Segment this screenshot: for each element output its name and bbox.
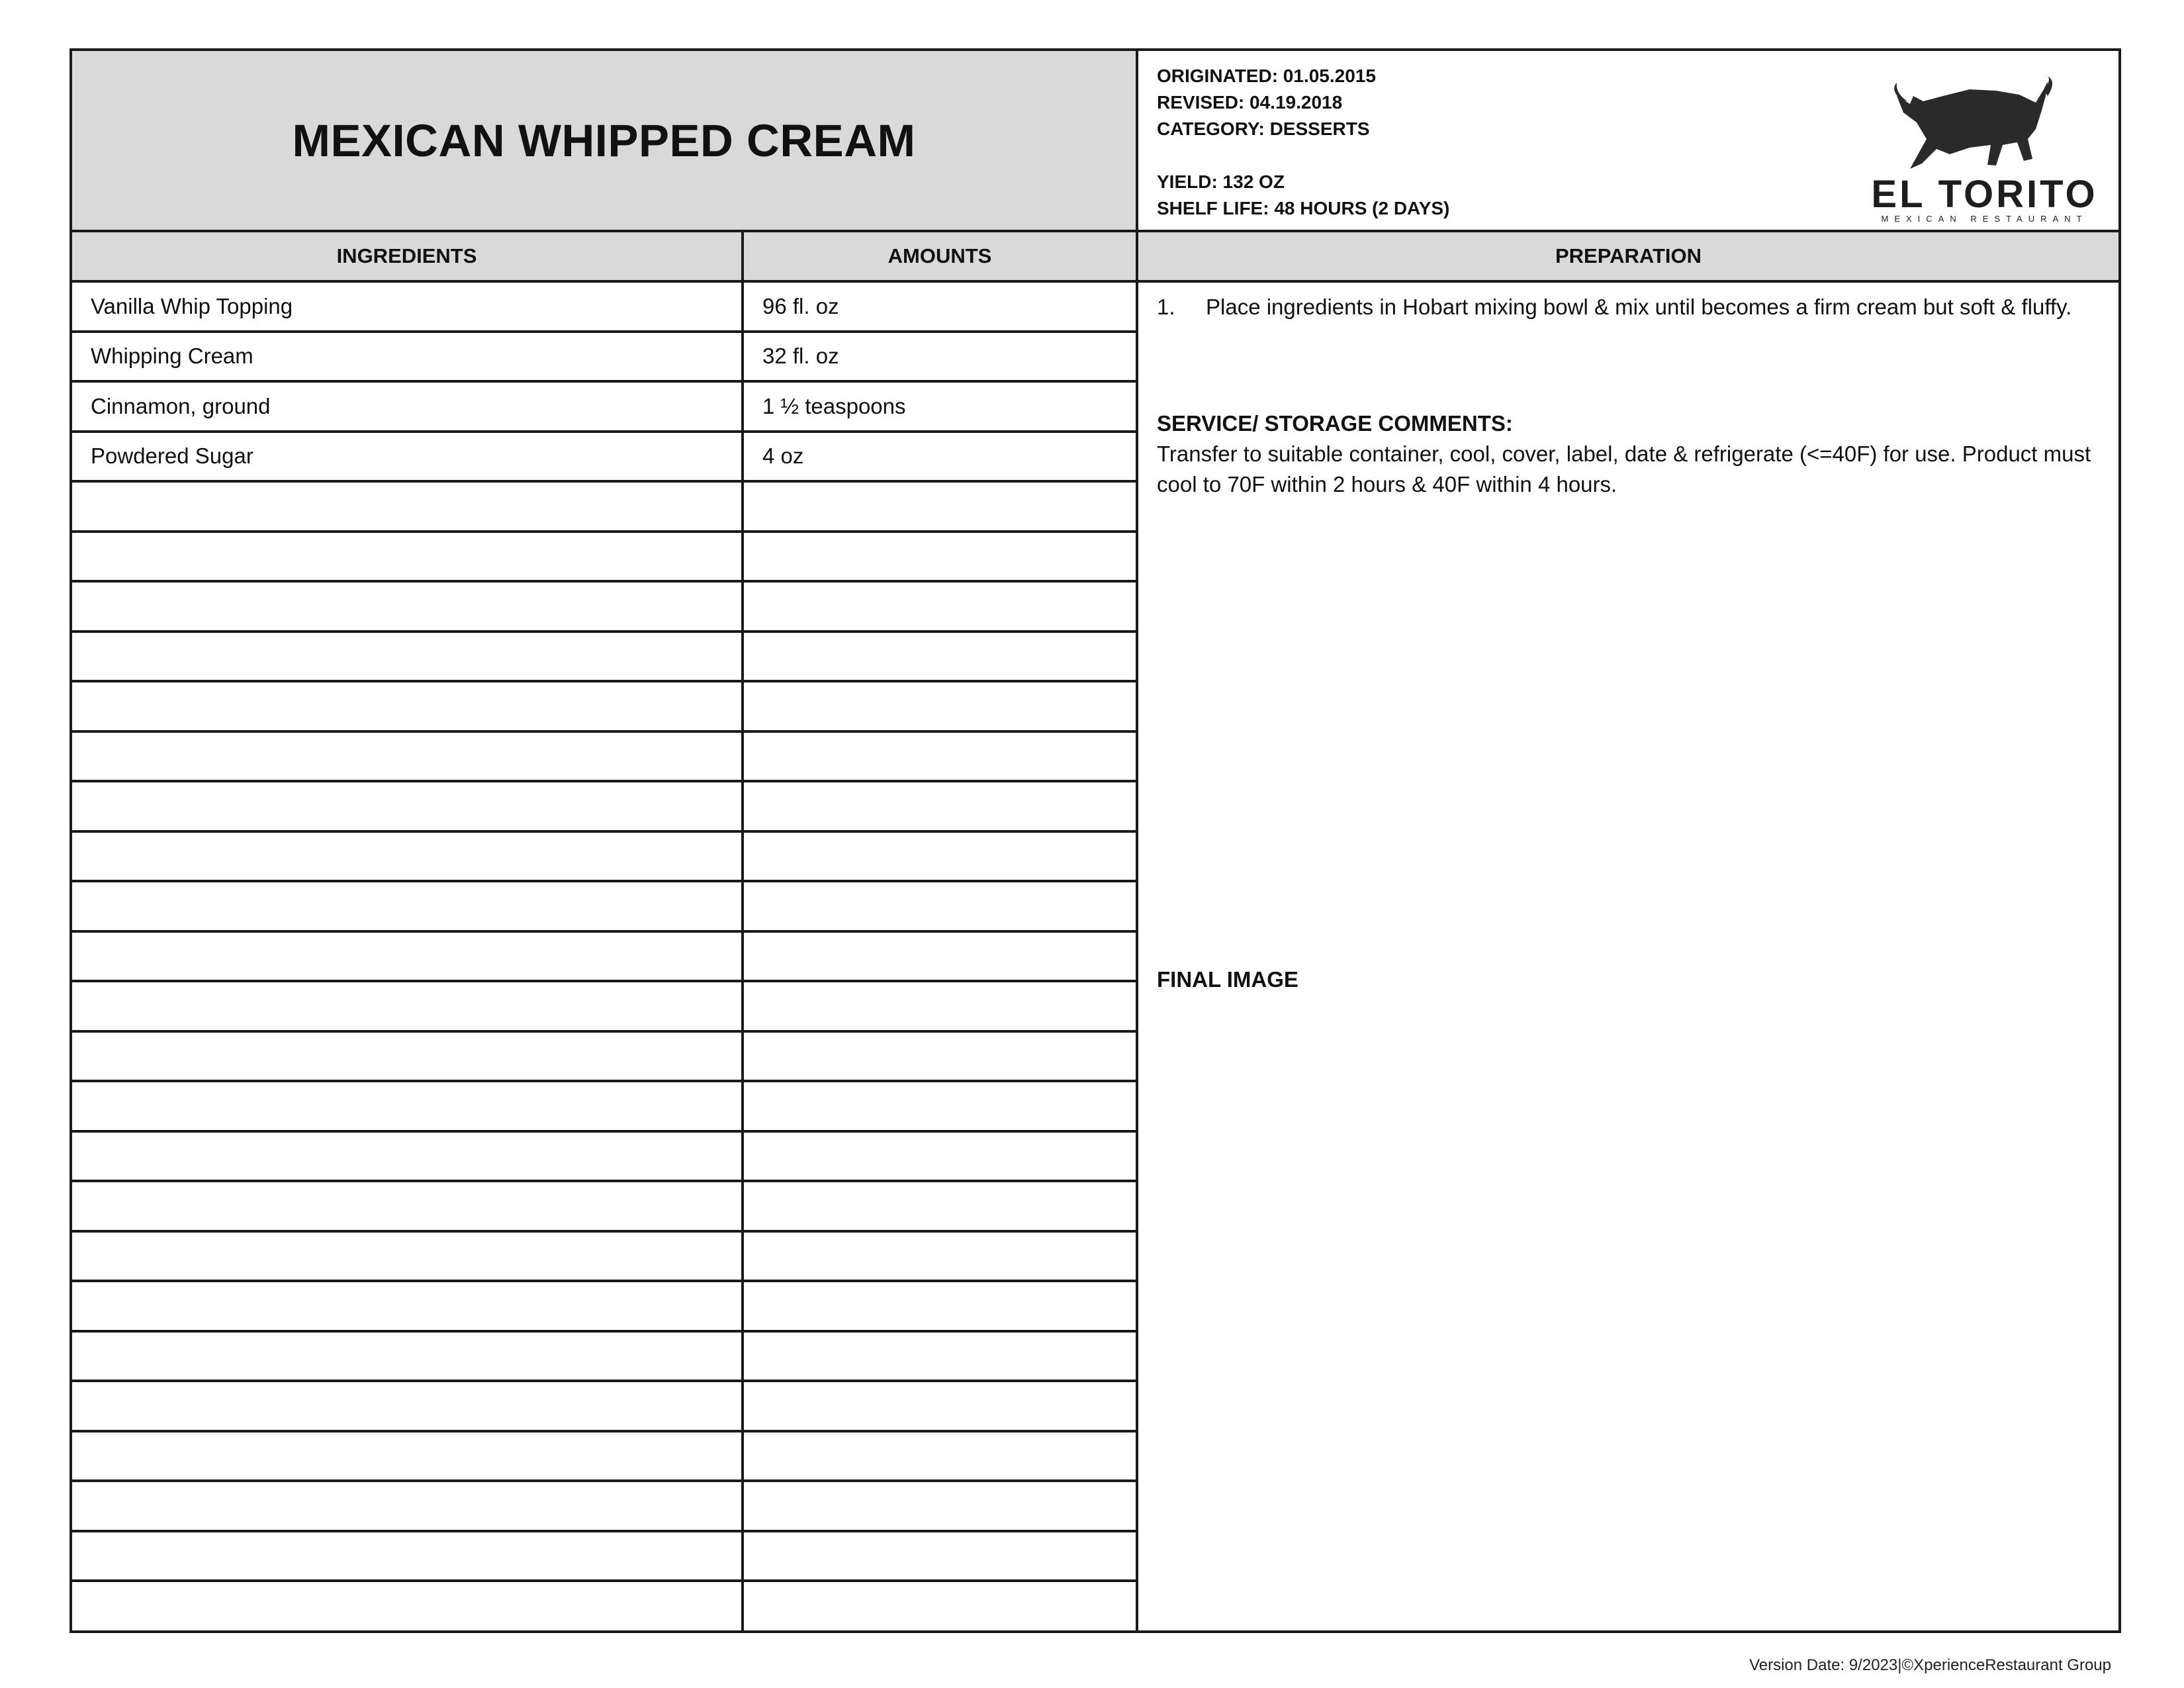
ingredient-name xyxy=(72,882,744,930)
ingredient-amount xyxy=(744,982,1138,1030)
ingredient-name xyxy=(72,1382,744,1430)
ingredients-header: INGREDIENTS xyxy=(72,232,744,283)
ingredient-name xyxy=(72,633,744,680)
recipe-meta xyxy=(1138,51,2118,232)
ingredient-name xyxy=(72,1182,744,1230)
amounts-header: AMOUNTS xyxy=(744,232,1138,283)
final-image-title: FINAL IMAGE xyxy=(1157,967,1298,992)
logo-wordmark: EL TORITO xyxy=(1871,173,2098,216)
prep-step-number: 1. xyxy=(1157,295,1175,319)
ingredient-name xyxy=(72,1033,744,1080)
ingredient-name xyxy=(72,583,744,630)
ingredient-amount xyxy=(744,933,1138,980)
ingredient-amount xyxy=(744,1432,1138,1480)
ingredient-name xyxy=(72,833,744,880)
bull-icon xyxy=(1870,76,2099,175)
ingredient-amount xyxy=(744,1082,1138,1130)
ingredient-amount xyxy=(744,533,1138,581)
ingredient-row xyxy=(72,283,1138,333)
ingredient-amount xyxy=(744,1133,1138,1180)
ingredient-amount: 32 fl. oz xyxy=(744,333,1138,381)
ingredient-name: Powdered Sugar xyxy=(72,433,744,481)
recipe-title: MEXICAN WHIPPED CREAM xyxy=(292,115,916,166)
ingredient-row xyxy=(72,1133,1138,1183)
ingredient-name xyxy=(72,782,744,830)
ingredient-row xyxy=(72,433,1138,483)
ingredient-name xyxy=(72,682,744,730)
ingredient-row xyxy=(72,333,1138,383)
ingredient-amount xyxy=(744,483,1138,530)
ingredient-name xyxy=(72,533,744,581)
ingredient-amount xyxy=(744,1233,1138,1280)
ingredient-amount xyxy=(744,1582,1138,1632)
revised-date: REVISED: 04.19.2018 xyxy=(1157,92,1343,113)
ingredient-amount xyxy=(744,583,1138,630)
preparation-section xyxy=(1138,283,2118,992)
ingredient-name xyxy=(72,1482,744,1530)
ingredient-name xyxy=(72,1282,744,1330)
ingredient-amount xyxy=(744,1532,1138,1580)
ingredient-name xyxy=(72,1082,744,1130)
title-cell xyxy=(72,51,1138,232)
ingredient-row xyxy=(72,1182,1138,1233)
ingredient-name xyxy=(72,1532,744,1580)
ingredient-amount xyxy=(744,1182,1138,1230)
ingredient-row xyxy=(72,833,1138,883)
logo-subtitle: MEXICAN RESTAURANT xyxy=(1881,214,2088,224)
ingredient-name xyxy=(72,1582,744,1632)
ingredient-row xyxy=(72,1482,1138,1532)
ingredient-amount: 1 ½ teaspoons xyxy=(744,383,1138,430)
ingredient-row xyxy=(72,633,1138,683)
ingredient-amount xyxy=(744,1382,1138,1430)
ingredient-name: Whipping Cream xyxy=(72,333,744,381)
ingredient-row xyxy=(72,583,1138,633)
ingredient-row xyxy=(72,1233,1138,1283)
ingredient-row xyxy=(72,933,1138,983)
ingredient-row xyxy=(72,1582,1138,1632)
ingredient-amount xyxy=(744,833,1138,880)
ingredient-amount xyxy=(744,1482,1138,1530)
ingredient-row xyxy=(72,383,1138,433)
ingredient-amount xyxy=(744,1333,1138,1380)
prep-step-text: Place ingredients in Hobart mixing bowl & mix until becomes a firm cream but soft & fluffy. xyxy=(1206,295,2072,319)
recipe-card xyxy=(69,48,2121,1633)
ingredient-name xyxy=(72,483,744,530)
ingredient-name xyxy=(72,1333,744,1380)
preparation-header: PREPARATION xyxy=(1138,232,2118,283)
ingredient-name xyxy=(72,1133,744,1180)
yield: YIELD: 132 OZ xyxy=(1157,171,1285,192)
ingredient-amount xyxy=(744,633,1138,680)
originated-date: ORIGINATED: 01.05.2015 xyxy=(1157,66,1376,86)
ingredient-row xyxy=(72,533,1138,583)
ingredient-name xyxy=(72,733,744,780)
version-footer: Version Date: 9/2023|©XperienceRestaurant Group xyxy=(1749,1656,2111,1674)
category: CATEGORY: DESSERTS xyxy=(1157,118,1370,139)
ingredient-row xyxy=(72,1382,1138,1432)
service-storage-text: Transfer to suitable container, cool, cover, label, date & refrigerate (<=40F) for use. Product must cool to 70F within 2 hours & 40F within 4 hours. xyxy=(1157,442,2091,496)
ingredient-row xyxy=(72,882,1138,933)
prep-step xyxy=(1157,292,2100,322)
ingredient-name: Vanilla Whip Topping xyxy=(72,283,744,330)
ingredient-amount xyxy=(744,1282,1138,1330)
ingredient-row xyxy=(72,782,1138,833)
ingredient-name xyxy=(72,1233,744,1280)
ingredient-amount: 4 oz xyxy=(744,433,1138,481)
ingredient-name: Cinnamon, ground xyxy=(72,383,744,430)
ingredient-amount xyxy=(744,733,1138,780)
ingredient-row xyxy=(72,1333,1138,1383)
ingredient-row xyxy=(72,1432,1138,1483)
ingredient-amount xyxy=(744,782,1138,830)
ingredient-row xyxy=(72,1082,1138,1133)
ingredient-row xyxy=(72,1033,1138,1083)
ingredient-amount xyxy=(744,682,1138,730)
ingredient-row xyxy=(72,982,1138,1033)
ingredient-name xyxy=(72,982,744,1030)
ingredient-row xyxy=(72,682,1138,733)
ingredient-row xyxy=(72,1532,1138,1583)
ingredient-row xyxy=(72,1282,1138,1333)
ingredient-amount xyxy=(744,882,1138,930)
ingredient-name xyxy=(72,933,744,980)
ingredient-table xyxy=(72,283,1138,1632)
ingredient-name xyxy=(72,1432,744,1480)
ingredient-amount xyxy=(744,1033,1138,1080)
ingredient-amount: 96 fl. oz xyxy=(744,283,1138,330)
shelf-life: SHELF LIFE: 48 HOURS (2 DAYS) xyxy=(1157,198,1450,218)
el-torito-logo xyxy=(1870,76,2099,223)
ingredient-row xyxy=(72,483,1138,533)
ingredient-row xyxy=(72,733,1138,783)
service-storage-title: SERVICE/ STORAGE COMMENTS: xyxy=(1157,411,1513,436)
